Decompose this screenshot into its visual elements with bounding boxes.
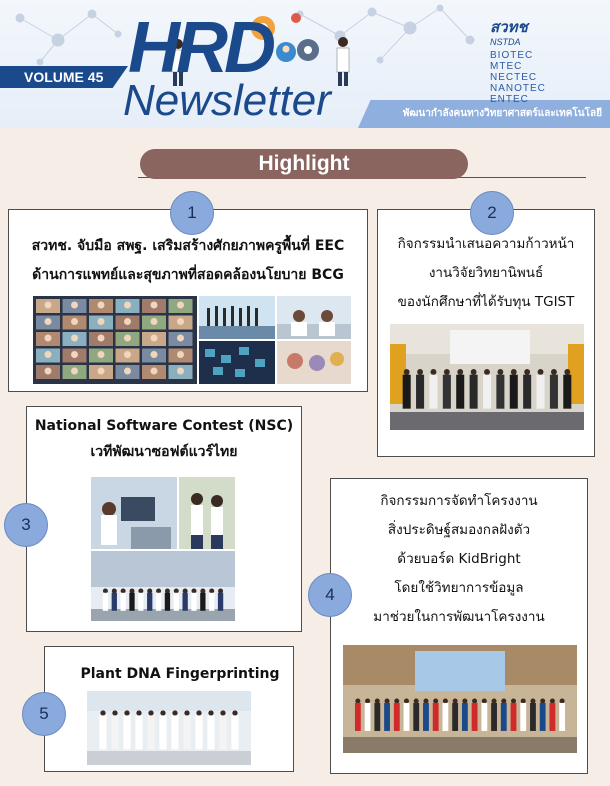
masthead [0,0,610,128]
highlight-card-4[interactable] [330,478,588,774]
card-title [65,661,295,687]
nsc-group-photo [91,551,235,621]
logo-nstda: NSTDA [490,37,521,47]
logo-center: NANOTEC [490,83,546,94]
card-title-line: ของนักศึกษาที่ได้รับทุน TGIST [397,294,575,310]
card-title-line: สวทช. จับมือ สพฐ. เสริมสร้างศักยภาพครูพื้นที่ EEC [31,238,345,254]
highlight-card-1[interactable] [8,209,368,392]
logo-center: MTEC [490,61,523,72]
workshop-photo-4 [277,341,351,384]
section-title: Highlight [140,149,468,179]
volume-label: VOLUME 45 [24,69,104,85]
logo-centers [490,50,546,105]
highlight-card-3[interactable] [26,406,302,632]
card-title-line: National Software Contest (NSC) [34,418,294,434]
nstda-logo [490,20,546,105]
card-title-line: กิจกรรมการจัดทำโครงงาน [380,493,538,509]
item-number-4: 4 [308,573,352,617]
card-title-line: มาช่วยในการพัฒนาโครงงาน [373,609,545,625]
card-title [9,232,367,290]
card-title-line: ด้านการแพทย์และสุขภาพที่สอดคล้องนโยบาย BCG [32,267,344,283]
item-number-3: 3 [4,503,48,547]
nsc-photo-2 [179,477,235,549]
card-title-line: งานวิจัยวิทยานิพนธ์ [428,265,544,281]
logo-thai: สวทช [490,19,528,36]
card-title-line: โดยใช้วิทยาการข้อมูล [394,580,524,596]
card-title [378,230,594,317]
card-title-line: เวทีพัฒนาซอฟต์แวร์ไทย [90,444,238,460]
workshop-photo-1 [199,296,275,339]
card-title-line: กิจกรรมนำเสนอความก้าวหน้า [397,236,575,252]
item-number-1: 1 [170,191,214,235]
tagline: พัฒนากำลังคนทางวิทยาศาสตร์และเทคโนโลยี [402,108,602,119]
card-title-line: ด้วยบอร์ด KidBright [397,551,521,567]
highlight-card-5[interactable] [44,646,294,772]
card-title [27,413,301,465]
highlight-card-2[interactable] [377,209,595,457]
logo-center: ENTEC [490,94,529,105]
kidbright-group-photo [343,645,577,753]
card-title [331,487,587,632]
workshop-photo-3 [199,341,275,384]
logo-center: BIOTEC [490,50,534,61]
logo-center: NECTEC [490,72,538,83]
item-number-2: 2 [470,191,514,235]
workshop-photo-2 [277,296,351,339]
card-title-line: สิ่งประดิษฐ์สมองกลฝังตัว [387,522,531,538]
hrd-wordmark: HRD [128,8,272,88]
nsc-photo-1 [91,477,177,549]
plant-dna-group-photo [87,691,251,765]
tgist-group-photo [390,324,584,430]
newsletter-wordmark: Newsletter [123,76,331,125]
card-title-line: Plant DNA Fingerprinting [80,666,280,682]
item-number-5: 5 [22,692,66,736]
zoom-meeting-photo [33,296,197,384]
